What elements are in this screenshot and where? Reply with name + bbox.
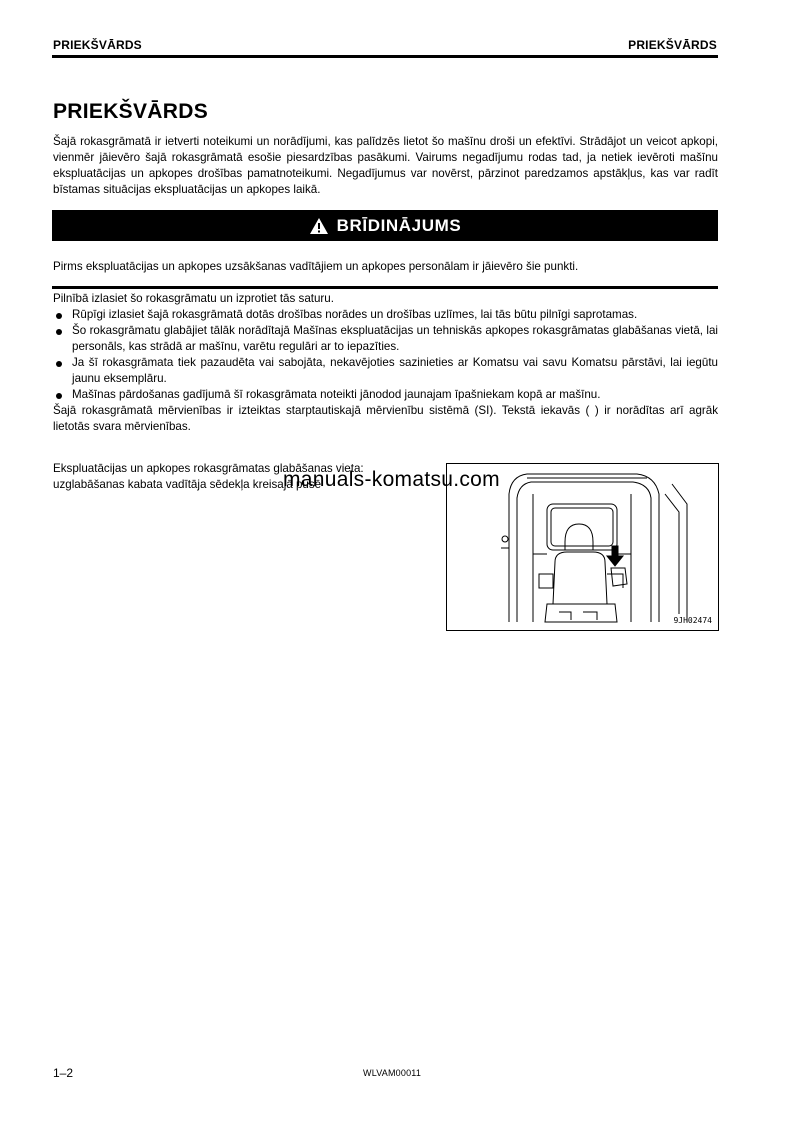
list-item: Šo rokasgrāmatu glabājiet tālāk norādītajā Mašīnas ekspluatācijas un tehniskās apkopes rokasgrāmatas glabāšanas vietā, lai personāls, kas strādā ar mašīnu, varētu regulāri ar to iepazīties.	[53, 323, 718, 355]
storage-label: Ekspluatācijas un apkopes rokasgrāmatas glabāšanas vieta:	[53, 462, 364, 475]
warning-banner	[52, 210, 718, 241]
document-code: WLVAM00011	[363, 1068, 422, 1078]
warning-triangle-icon	[309, 217, 329, 235]
figure-code: 9JH02474	[673, 616, 712, 625]
page-number: 1–2	[53, 1066, 74, 1080]
header-rule	[52, 55, 718, 58]
warning-title: BRĪDINĀJUMS	[336, 215, 462, 235]
watermark-text: manuals-komatsu.com	[283, 468, 500, 491]
page-title: PRIEKŠVĀRDS	[53, 100, 208, 123]
warning-lead-text: Pirms ekspluatācijas un apkopes uzsākšanas vadītājiem un apkopes personālam ir jāievēro šie punkti.	[53, 260, 579, 273]
running-header-right: PRIEKŠVĀRDS	[628, 38, 717, 52]
intro-paragraph: Šajā rokasgrāmatā ir ietverti noteikumi un norādījumi, kas palīdzēs lietot šo mašīnu droši un efektīvi. Strādājot un veicot apkopi, vienmēr jāievēro šajā rokasgrāmatā esošie piesardzības pasākumi. Vairums negadījumu rodas tad, ja netiek ievēroti mašīnu ekspluatācijas un apkopes drošības pamatnoteikumi. Negadījumus var novērst, pārzinot paredzamos apstākļus, kas var radīt bīstamas situācijas ekspluatācijas un apkopes laikā.	[53, 135, 718, 196]
list-item: Mašīnas pārdošanas gadījumā šī rokasgrāmata noteikti jānodod jaunajam īpašniekam kopā ar mašīnu.	[53, 387, 718, 403]
warning-end-rule	[52, 286, 718, 289]
list-item: Rūpīgi izlasiet šajā rokasgrāmatā dotās drošības norādes un drošības uzlīmes, lai tās būtu pilnīgi saprotamas.	[53, 307, 718, 323]
running-header-left: PRIEKŠVĀRDS	[53, 38, 142, 52]
units-note: Šajā rokasgrāmatā mērvienības ir izteiktas starptautiskajā mērvienību sistēmā (SI). Tekstā iekavās ( ) ir norādītas arī agrāk lietotās svara mērvienības.	[53, 404, 718, 433]
storage-value: uzglabāšanas kabata vadītāja sēdekļa kreisajā pusē	[53, 478, 322, 491]
instruction-list	[53, 291, 718, 435]
list-item: Ja šī rokasgrāmata tiek pazaudēta vai sabojāta, nekavējoties sazinieties ar Komatsu vai savu Komatsu pārstāvi, lai iegūtu jaunu eksemplāru.	[53, 355, 718, 387]
intro-line: Pilnībā izlasiet šo rokasgrāmatu un izprotiet tās saturu.	[53, 292, 334, 305]
